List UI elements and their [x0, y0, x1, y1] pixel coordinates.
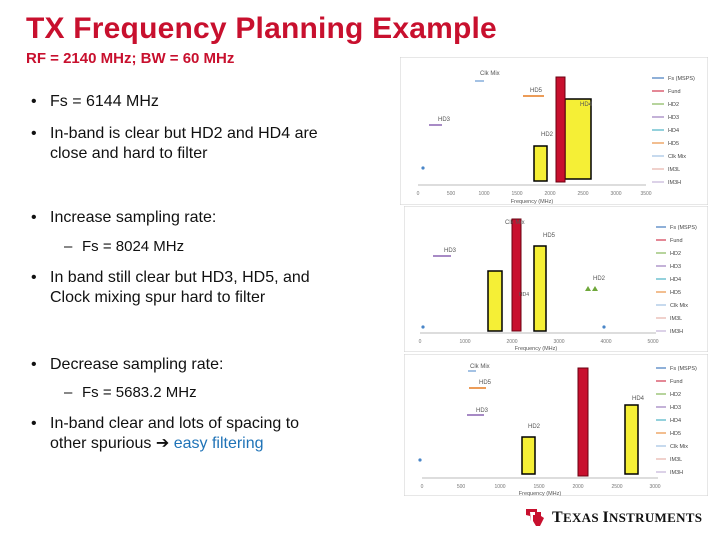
x-tick-label: 2000 — [506, 339, 518, 345]
fs-point — [421, 166, 424, 169]
label-clk-mix: Clk Mix — [470, 364, 490, 370]
x-tick-label: 3000 — [649, 484, 661, 490]
bar-fund — [578, 368, 588, 476]
x-tick-label: 4000 — [600, 339, 612, 345]
legend-item: HD2 — [670, 251, 682, 257]
x-tick-label: 1500 — [533, 484, 545, 490]
ti-logo-text: TEXAS INSTRUMENTS — [552, 509, 703, 526]
label-hd2: HD2 — [528, 424, 541, 430]
sub-bullet-text: Fs = 5683.2 MHz — [82, 384, 197, 401]
fs-point — [418, 458, 421, 461]
sub-bullet-fs-5683 — [64, 384, 197, 401]
x-tick-label: 0 — [418, 339, 422, 345]
legend-item: Clk Mix — [668, 154, 687, 160]
sub-bullet-text: Fs = 8024 MHz — [82, 238, 185, 255]
slide-subtitle: RF = 2140 MHz; BW = 60 MHz — [26, 50, 235, 67]
label-hd5: HD5 — [479, 380, 492, 386]
bullet-text-accent: easy filtering — [173, 435, 264, 452]
x-tick-label: 3500 — [640, 191, 652, 197]
label-hd3: HD3 — [444, 248, 457, 254]
label-clk-mix: Clk Mix — [480, 71, 500, 77]
ti-logo — [524, 505, 703, 529]
x-tick-label: 2500 — [577, 191, 589, 197]
bullet-increase-rate — [31, 208, 217, 228]
label-hd5: HD5 — [543, 233, 556, 239]
x-tick-label: 1000 — [459, 339, 471, 345]
legend-item: Fs (MSPS) — [670, 225, 697, 231]
legend-item: HD2 — [668, 102, 680, 108]
legend-item: IM3L — [670, 316, 683, 322]
legend-item: HD3 — [670, 264, 682, 270]
x-axis-label: Frequency (MHz) — [510, 199, 554, 205]
x-tick-label: 1000 — [478, 191, 490, 197]
bullet-hd3-hd5-clock — [31, 268, 310, 308]
ti-logo-icon — [524, 506, 546, 528]
label-hd5: HD5 — [530, 88, 543, 94]
bullet-text-line1: In-band is clear but HD2 and HD4 are — [50, 125, 318, 142]
legend-item: Clk Mix — [670, 444, 689, 450]
bar-hd4-band — [625, 405, 638, 474]
x-tick-label: 3000 — [553, 339, 565, 345]
label-hd4: HD4 — [519, 292, 530, 298]
sub-bullet-dash: – — [64, 384, 73, 401]
x-tick-label: 2500 — [611, 484, 623, 490]
label-hd2: HD2 — [541, 132, 554, 138]
sub-bullet-fs-8024 — [64, 238, 185, 255]
x-tick-label: 0 — [420, 484, 424, 490]
label-hd4: HD4 — [580, 102, 593, 108]
bullet-dot: • — [31, 125, 37, 142]
bar-clk-mix-band — [488, 271, 502, 331]
label-hd3: HD3 — [438, 117, 451, 123]
x-tick-label: 5000 — [647, 339, 659, 345]
label-clk-mix: Clk Mix — [505, 220, 525, 226]
arrow-icon: ➔ — [155, 435, 170, 452]
x-tick-label: 1500 — [511, 191, 523, 197]
x-tick-label: 2000 — [544, 191, 556, 197]
x-axis-label: Frequency (MHz) — [518, 491, 562, 496]
bullet-inband-hd2-hd4 — [31, 124, 318, 164]
legend-item: Fs (MSPS) — [668, 76, 695, 82]
x-tick-label: 1000 — [494, 484, 506, 490]
x-tick-label: 2000 — [572, 484, 584, 490]
legend-item: HD3 — [670, 405, 682, 411]
bar-hd5-band — [534, 246, 546, 331]
legend-item: HD5 — [670, 431, 682, 437]
legend-item: IM3H — [670, 470, 684, 476]
bullet-dot: • — [31, 415, 37, 432]
bullet-dot: • — [31, 209, 37, 226]
bullet-text-line2: Clock mixing spur hard to filter — [50, 289, 266, 306]
bar-fund — [512, 219, 521, 331]
bullet-dot: • — [31, 269, 37, 286]
bar-hd2-band — [522, 437, 535, 474]
legend-item: IM3L — [670, 457, 683, 463]
legend-item: HD4 — [668, 128, 680, 134]
bullet-text-prefix: other spurious — [50, 435, 152, 452]
bullet-text-line1: In band still clear but HD3, HD5, and — [50, 269, 310, 286]
bullet-fs-6144 — [31, 92, 159, 112]
chart-fs-6144 — [400, 57, 708, 205]
bullet-dot: • — [31, 356, 37, 373]
legend-item: IM3H — [670, 329, 684, 335]
x-tick-label: 500 — [446, 191, 456, 197]
x-axis-label: Frequency (MHz) — [514, 346, 558, 352]
bullet-text-line2 — [50, 434, 299, 454]
legend-item: HD5 — [668, 141, 680, 147]
legend-item: Clk Mix — [670, 303, 689, 309]
bullet-text: Increase sampling rate: — [50, 209, 217, 226]
bar-fund — [556, 77, 565, 182]
label-hd4: HD4 — [632, 396, 645, 402]
legend-item: HD5 — [670, 290, 682, 296]
bullet-text-line1: In-band clear and lots of spacing to — [50, 415, 300, 432]
legend-item: HD2 — [670, 392, 682, 398]
bar-hd2-band — [534, 146, 547, 181]
x-tick-label: 0 — [416, 191, 420, 197]
legend-item: Fs (MSPS) — [670, 366, 697, 372]
legend-item: HD3 — [668, 115, 680, 121]
legend-item: Fund — [670, 379, 683, 385]
legend-item: IM3L — [668, 167, 681, 173]
legend-item: Fund — [668, 89, 681, 95]
chart-fs-5683 — [404, 354, 708, 496]
legend-item: HD4 — [670, 418, 682, 424]
bullet-text: Decrease sampling rate: — [50, 356, 224, 373]
chart-fs-8024 — [404, 206, 708, 352]
fs-point — [602, 325, 605, 328]
label-hd2: HD2 — [593, 276, 606, 282]
x-tick-label: 3000 — [610, 191, 622, 197]
legend-item: IM3H — [668, 180, 682, 186]
bullet-easy-filtering — [31, 414, 300, 454]
legend-item: Fund — [670, 238, 683, 244]
bullet-decrease-rate — [31, 355, 224, 375]
x-tick-label: 500 — [456, 484, 466, 490]
fs-point — [421, 325, 424, 328]
sub-bullet-dash: – — [64, 238, 73, 255]
chart-frame — [400, 57, 708, 205]
bullet-text-line2: close and hard to filter — [50, 145, 208, 162]
legend-item: HD4 — [670, 277, 682, 283]
slide-title: TX Frequency Planning Example — [26, 12, 497, 45]
chart-frame — [404, 354, 708, 496]
bullet-text: Fs = 6144 MHz — [50, 93, 159, 110]
label-hd3: HD3 — [476, 408, 489, 414]
bullet-dot: • — [31, 93, 37, 110]
bar-hd4-band — [565, 99, 591, 179]
